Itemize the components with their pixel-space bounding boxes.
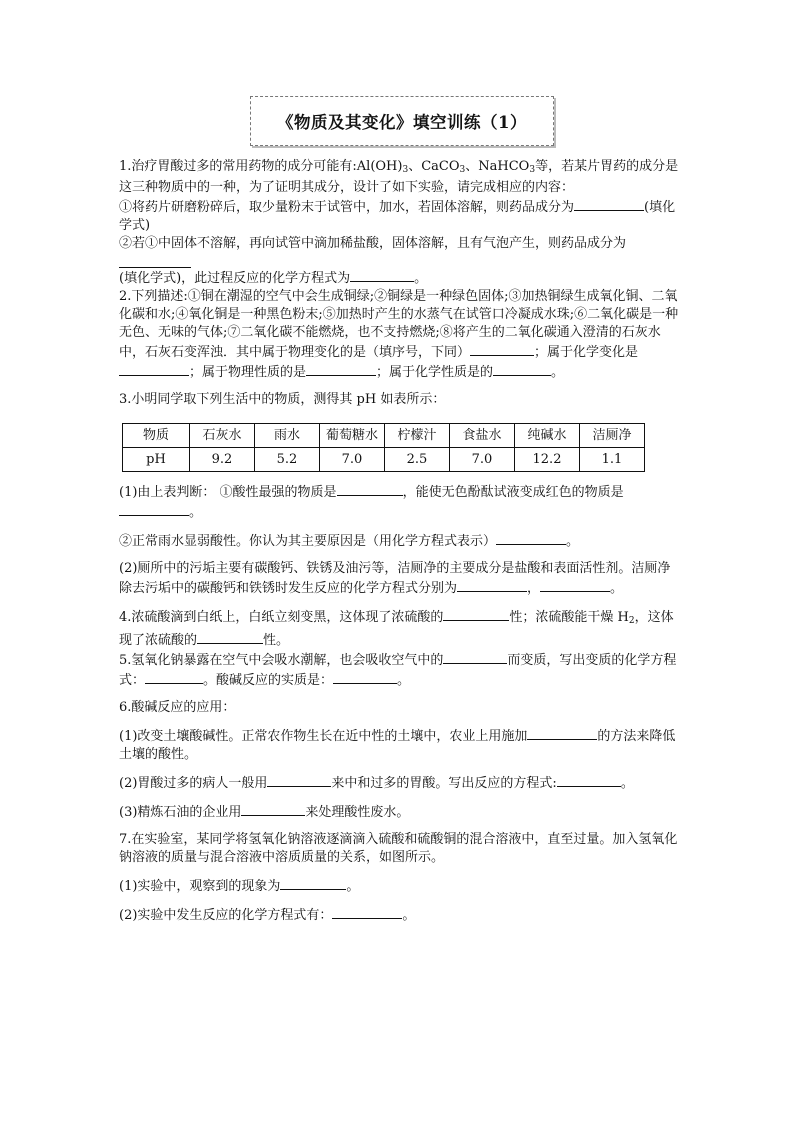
- worksheet-title: 《物质及其变化》填空训练（1）: [250, 96, 554, 146]
- q3-part2: (2)厕所中的污垢主要有碳酸钙、铁锈及油污等，洁厕净的主要成分是盐酸和表面活性剂。洁厕净除去污垢中的碳酸钙和铁锈时发生反应的化学方程式分别为 ， 。: [119, 561, 671, 596]
- table-cell: 2.5: [385, 448, 450, 472]
- answer-blank[interactable]: [540, 578, 610, 592]
- table-cell: 食盐水: [450, 424, 515, 448]
- table-cell: 9.2: [190, 448, 255, 472]
- table-cell: 石灰水: [190, 424, 255, 448]
- q1-step1: ①将药片研磨粉碎后，取少量粉末于试管中，加水，若固体溶解，则药品成分为 (填化学式): [119, 197, 679, 235]
- table-cell: 纯碱水: [515, 424, 580, 448]
- q4-text: 4.浓硫酸滴到白纸上，白纸立刻变黑，这体现了浓硫酸的 性；浓硫酸能干燥 $H_2$，这体现了浓硫酸的 性。: [119, 607, 679, 650]
- table-header-row: [123, 424, 645, 448]
- table-cell: 柠檬汁: [385, 424, 450, 448]
- q6-part3: (3)精炼石油的企业用 来处理酸性废水。: [119, 802, 679, 822]
- answer-blank[interactable]: [350, 268, 414, 282]
- q7-intro: 7.在实验室，某同学将氢氧化钠溶液逐滴滴入硫酸和硫酸铜的混合溶液中，直至过量。加入氢氧化钠溶液的质量与混合溶液中溶质质量的关系，如图所示。: [119, 832, 678, 865]
- q6-title: 6.酸碱反应的应用：: [119, 700, 236, 715]
- worksheet-body: [119, 158, 679, 925]
- answer-blank[interactable]: [557, 773, 621, 787]
- answer-blank[interactable]: [527, 726, 597, 740]
- answer-blank[interactable]: [280, 876, 346, 890]
- answer-blank[interactable]: [470, 342, 534, 356]
- q1-intro: 1.治疗胃酸过多的常用药物的成分可能有$:Al(OH)_3$、CaCO$_3$、NaHCO$_3$等，若某片胃药的成分是这三种物质中的一种，为了证明其成分，设计了如下实验，请完成相应的内容：: [119, 159, 679, 195]
- q1-step2: ②若①中固体不溶解，再向试管中滴加稀盐酸，固体溶解，且有气泡产生，则药品成分为: [119, 236, 627, 251]
- answer-blank[interactable]: [306, 362, 376, 376]
- answer-blank[interactable]: [574, 197, 644, 211]
- answer-blank[interactable]: [119, 253, 191, 268]
- q2-text: 2.下列描述:①铜在潮湿的空气中会生成铜绿;②铜绿是一种绿色固体;③加热铜绿生成氧化铜、二氧化碳和水;④氧化铜是一种黑色粉末;⑤加热时产生的水蒸气在试管口冷凝成水珠;⑥二氧化碳是一种无色、无味的气体;⑦二氧化碳不能燃烧，也不支持燃烧;⑧将产生的二氧化碳通入澄清的石灰水中，石灰石变浑浊．其中属于物理变化的是（填序号，下同） ；属于化学变化是；属于物理性质的是 ；属于化学性质是的 。: [119, 289, 679, 380]
- answer-blank[interactable]: [496, 531, 566, 545]
- q3-intro: 3.小明同学取下列生活中的物质，测得其 pH 如表所示：: [119, 392, 446, 407]
- table-cell: pH: [123, 448, 190, 472]
- q6-part1: (1)改变土壤酸碱性。正常农作物生长在近中性的土壤中，农业上用施加 的方法来降低土壤的酸性。: [119, 726, 679, 764]
- table-cell: 物质: [123, 424, 190, 448]
- table-cell: 雨水: [255, 424, 320, 448]
- answer-blank[interactable]: [241, 802, 305, 816]
- answer-blank[interactable]: [457, 578, 527, 592]
- q3-part1-2: ②正常雨水显弱酸性。你认为其主要原因是（用化学方程式表示） 。: [119, 531, 679, 551]
- q3-part1: (1)由上表判断： ①酸性最强的物质是 ，能使无色酚酞试液变成红色的物质是。: [119, 482, 679, 522]
- answer-blank[interactable]: [493, 362, 551, 376]
- q1-step2-b: (填化学式)，此过程反应的化学方程式为 。: [119, 268, 679, 288]
- table-cell: 1.1: [580, 448, 645, 472]
- answer-blank[interactable]: [443, 607, 509, 621]
- answer-blank[interactable]: [119, 502, 189, 516]
- table-cell: 12.2: [515, 448, 580, 472]
- answer-blank[interactable]: [197, 630, 263, 644]
- answer-blank[interactable]: [337, 482, 403, 496]
- q7-part2: (2)实验中发生反应的化学方程式有： 。: [119, 905, 679, 925]
- answer-blank[interactable]: [145, 670, 203, 684]
- q6-part2: (2)胃酸过多的病人一般用 来中和过多的胃酸。写出反应的方程式: 。: [119, 773, 679, 793]
- table-cell: 葡萄糖水: [320, 424, 385, 448]
- table-row: [123, 448, 645, 472]
- answer-blank[interactable]: [267, 773, 331, 787]
- table-cell: 7.0: [320, 448, 385, 472]
- table-cell: 洁厕净: [580, 424, 645, 448]
- answer-blank[interactable]: [443, 650, 507, 664]
- table-cell: 7.0: [450, 448, 515, 472]
- answer-blank[interactable]: [119, 362, 189, 376]
- answer-blank[interactable]: [333, 670, 397, 684]
- table-cell: 5.2: [255, 448, 320, 472]
- q7-part1: (1)实验中，观察到的现象为 。: [119, 876, 679, 896]
- answer-blank[interactable]: [332, 905, 402, 919]
- q5-text: 5.氢氧化钠暴露在空气中会吸水潮解，也会吸收空气中的 而变质，写出变质的化学方程式： 。酸碱反应的实质是： 。: [119, 650, 679, 690]
- ph-table: [122, 423, 645, 472]
